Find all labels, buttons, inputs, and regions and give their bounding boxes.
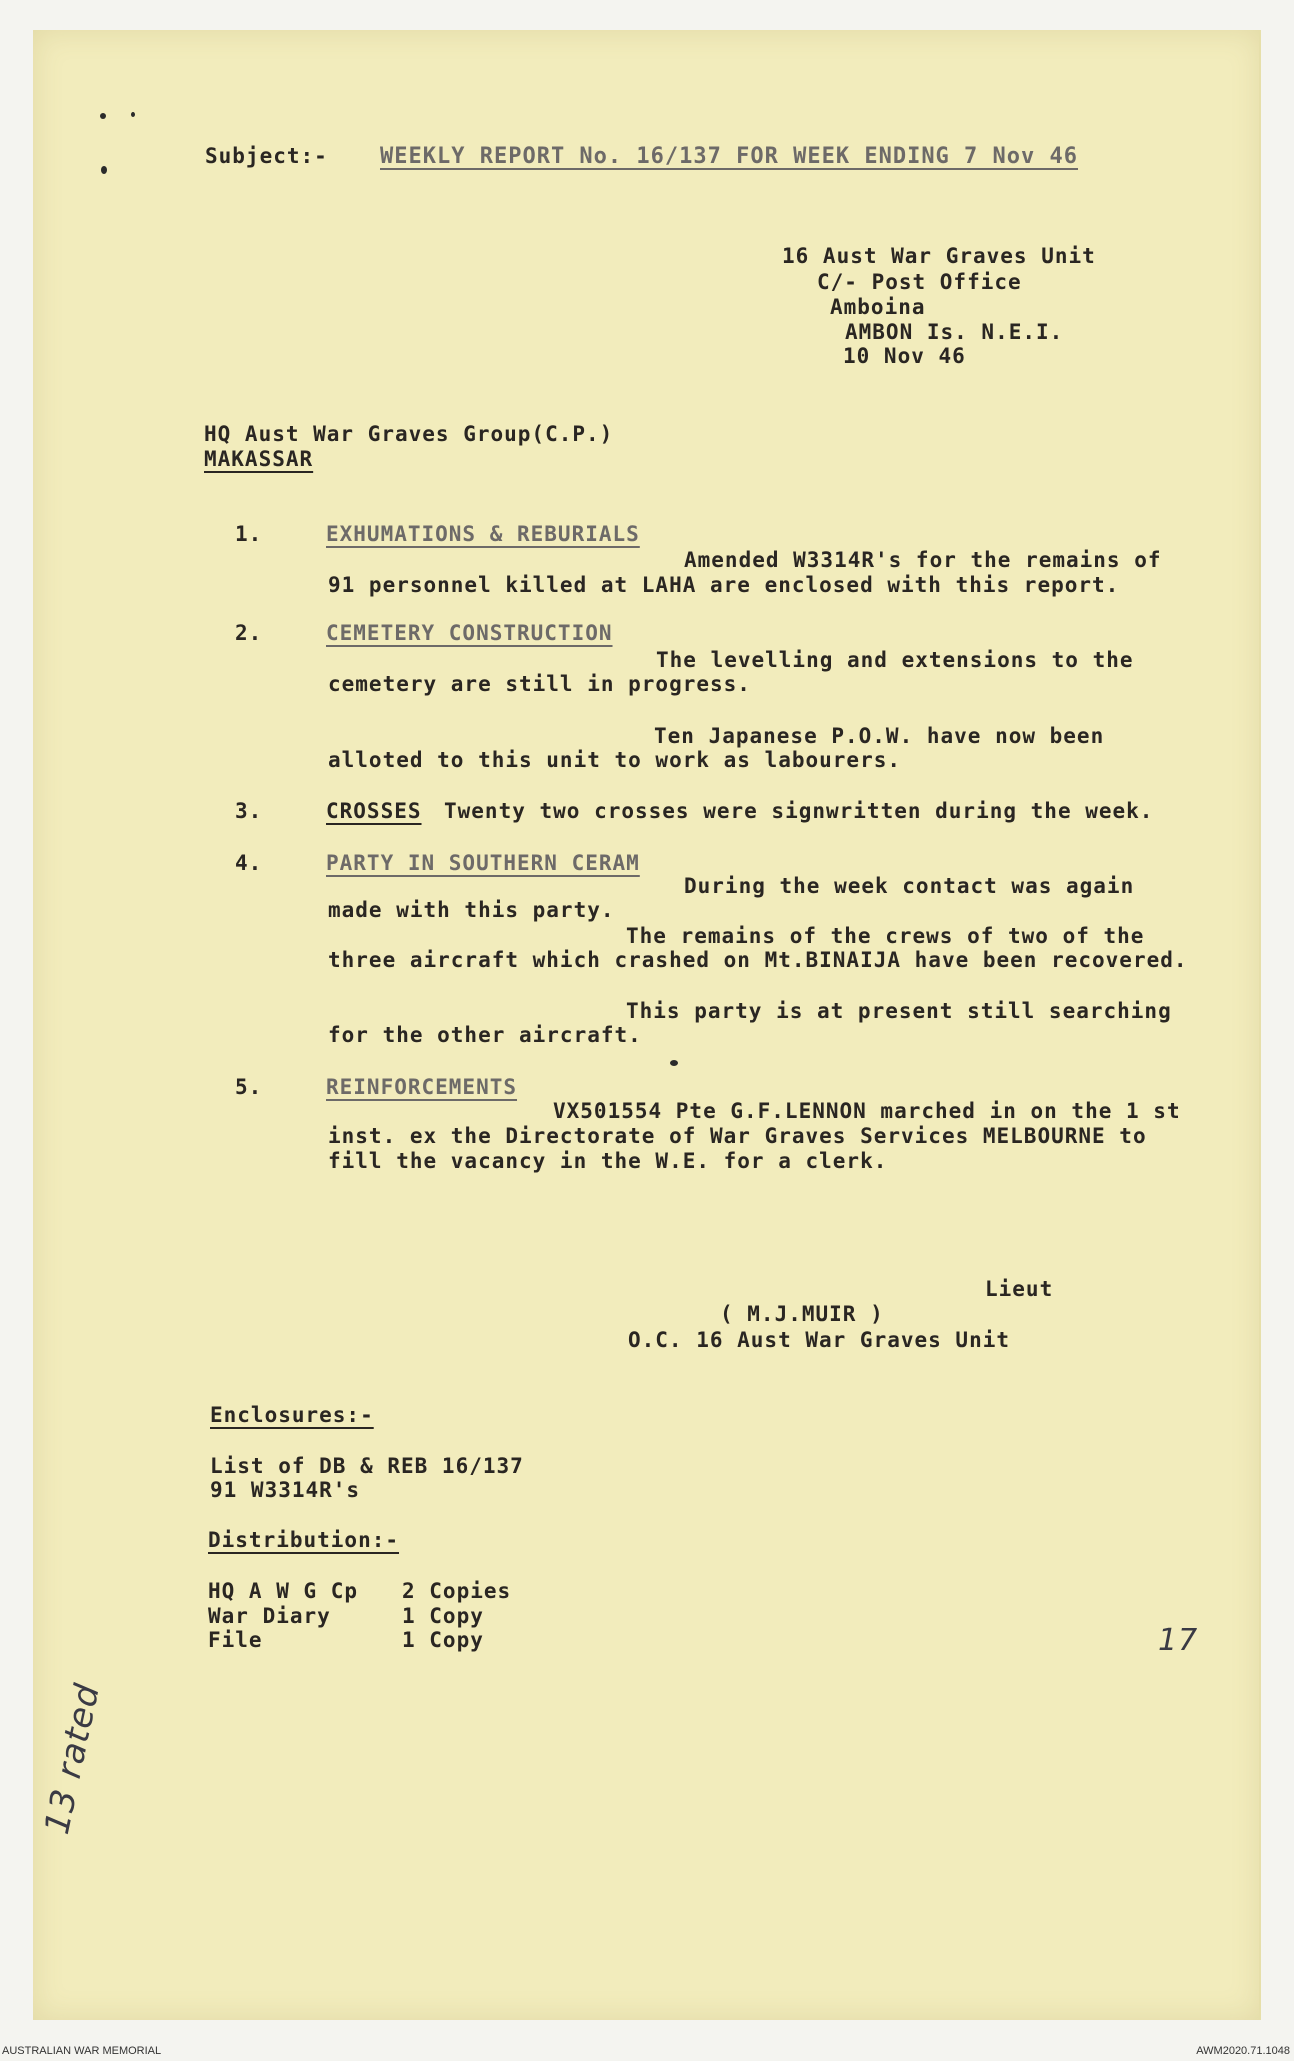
section-1-text-2: 91 personnel killed at LAHA are enclosed with this report. xyxy=(328,573,1120,597)
distribution-to: War Diary xyxy=(208,1604,331,1628)
signature-name: ( M.J.MUIR ) xyxy=(720,1302,884,1326)
section-4-text-1: During the week contact was again xyxy=(684,874,1135,898)
distribution-qty: 1 Copy xyxy=(402,1604,484,1628)
ink-mark xyxy=(101,166,107,174)
distribution-to: HQ A W G Cp xyxy=(208,1579,359,1603)
section-4-text-4: three aircraft which crashed on Mt.BINAIJA have been recovered. xyxy=(328,948,1188,972)
section-2-text-3: Ten Japanese P.O.W. have now been xyxy=(654,724,1105,748)
enclosure-item: 91 W3314R's xyxy=(210,1478,361,1502)
handwritten-margin-note: 13 rated xyxy=(37,1679,108,1838)
section-2-number: 2. xyxy=(235,621,263,645)
section-4-text-5: This party is at present still searching xyxy=(626,999,1172,1023)
footer-left: AUSTRALIAN WAR MEMORIAL xyxy=(2,2045,162,2057)
distribution-to: File xyxy=(208,1628,263,1652)
section-3-number: 3. xyxy=(235,799,263,823)
recipient-line-2: MAKASSAR xyxy=(204,447,314,471)
enclosure-item: List of DB & REB 16/137 xyxy=(210,1454,524,1478)
section-1-number: 1. xyxy=(235,522,263,546)
distribution-qty: 2 Copies xyxy=(402,1579,512,1603)
subject-title: WEEKLY REPORT No. 16/137 FOR WEEK ENDING 7 Nov 46 xyxy=(380,144,1079,169)
footer-right: AWM2020.71.1048 xyxy=(1196,2045,1290,2057)
address-line-4: AMBON Is. N.E.I. xyxy=(845,320,1064,344)
section-2-text-4: alloted to this unit to work as labourers. xyxy=(328,748,902,772)
section-1-text-1: Amended W3314R's for the remains of xyxy=(684,548,1162,572)
address-line-2: C/- Post Office xyxy=(817,270,1022,294)
section-2-text-2: cemetery are still in progress. xyxy=(328,672,751,696)
section-4-heading: PARTY IN SOUTHERN CERAM xyxy=(326,851,640,875)
subject-label: Subject:- xyxy=(205,144,328,168)
section-4-text-2: made with this party. xyxy=(328,898,615,922)
section-3-text-1: Twenty two crosses were signwritten during the week. xyxy=(444,799,1154,823)
enclosures-heading: Enclosures:- xyxy=(210,1403,374,1427)
address-line-3: Amboina xyxy=(830,295,926,319)
section-5-text-2: inst. ex the Directorate of War Graves Services MELBOURNE to xyxy=(328,1124,1147,1148)
section-2-heading: CEMETERY CONSTRUCTION xyxy=(326,621,613,645)
paper-edge xyxy=(33,30,1261,2020)
section-5-number: 5. xyxy=(235,1075,263,1099)
distribution-qty: 1 Copy xyxy=(402,1628,484,1652)
section-5-heading: REINFORCEMENTS xyxy=(326,1075,518,1099)
address-date: 10 Nov 46 xyxy=(843,344,966,368)
ink-mark xyxy=(131,112,135,117)
section-4-text-3: The remains of the crews of two of the xyxy=(626,924,1145,948)
address-line-1: 16 Aust War Graves Unit xyxy=(782,244,1096,268)
signature-title: O.C. 16 Aust War Graves Unit xyxy=(628,1328,1011,1352)
section-3-heading: CROSSES xyxy=(326,799,422,823)
section-2-text-1: The levelling and extensions to the xyxy=(656,648,1134,672)
section-4-text-6: for the other aircraft. xyxy=(328,1023,642,1047)
section-5-text-1: VX501554 Pte G.F.LENNON marched in on the 1 st xyxy=(553,1099,1181,1123)
section-4-number: 4. xyxy=(235,851,263,875)
section-1-heading: EXHUMATIONS & REBURIALS xyxy=(326,522,640,546)
distribution-heading: Distribution:- xyxy=(208,1528,400,1552)
handwritten-page-mark: 17 xyxy=(1158,1623,1199,1658)
recipient-line-1: HQ Aust War Graves Group(C.P.) xyxy=(204,422,614,446)
document-page xyxy=(33,30,1261,2020)
ink-mark xyxy=(670,1060,678,1066)
signature-rank: Lieut xyxy=(985,1277,1054,1301)
ink-mark xyxy=(100,113,106,119)
section-5-text-3: fill the vacancy in the W.E. for a clerk. xyxy=(328,1149,888,1173)
